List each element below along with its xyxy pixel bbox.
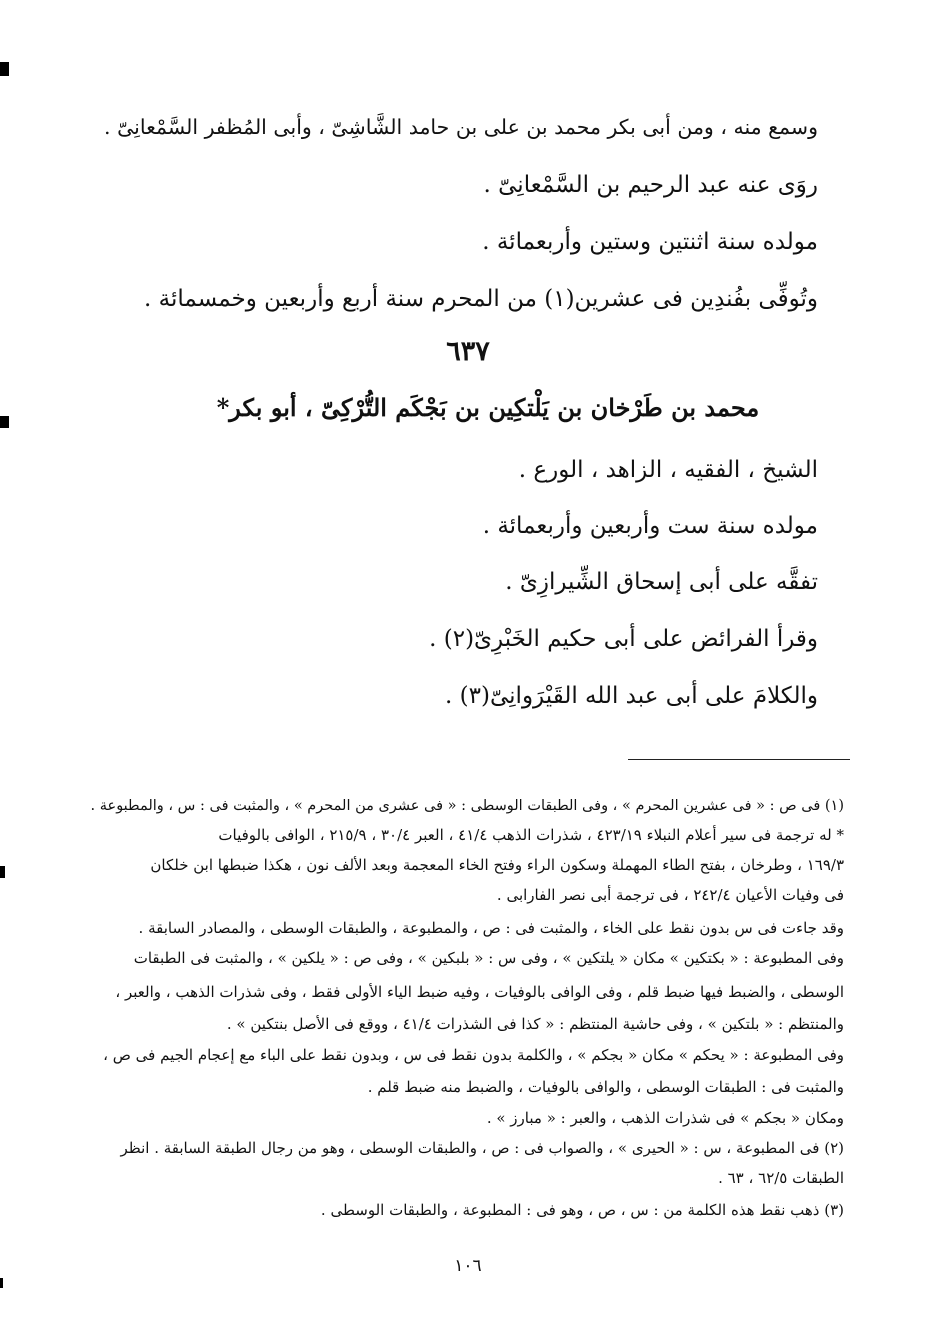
- footnote-line: فى وفيات الأعيان ٢٤٢/٤ ، فى ترجمة أبى نصر الفارابى .: [496, 886, 844, 904]
- footnote-line: ١٦٩/٣ ، وطرخان ، بفتح الطاء المهملة وسكون الراء وفتح الخاء المعجمة وبعد الألف نون ، هكذا ضبطها ابن خلكان: [150, 856, 844, 874]
- footnote-separator: [628, 759, 850, 760]
- entry-line: وقرأ الفرائض على أبى حكيم الخَبْرِىّ(٢) .: [429, 626, 818, 652]
- body-line: مولده سنة اثنتين وستين وأربعمائة .: [482, 229, 818, 255]
- entry-line: والكلامَ على أبى عبد الله القَيْرَوانِىّ(٣) .: [445, 683, 818, 709]
- footnote-line: (١) فى ص : « فى عشرين المحرم » ، وفى الطبقات الوسطى : « فى عشرى من المحرم » ، والمثبت فى : س ، والمطبوعة .: [90, 798, 844, 814]
- footnote-line: وقد جاءت فى س بدون نقط على الخاء ، والمثبت فى : ص ، والمطبوعة ، والطبقات الوسطى ، والمصادر السابقة .: [138, 919, 844, 937]
- entry-line: تفقَّه على أبى إسحاق الشِّيرازِىّ .: [505, 569, 818, 595]
- body-line: وسمع منه ، ومن أبى بكر محمد بن على بن حامد الشَّاشِىّ ، وأبى المُظفر السَّمْعانِىّ .: [104, 115, 818, 139]
- page-number: ١٠٦: [454, 1256, 482, 1276]
- entry-heading: محمد بن طَرْخان بن يَلْتكِين بن بَجْكَم التُّرْكِىّ ، أبو بكر*: [216, 393, 760, 422]
- entry-line: مولده سنة ست وأربعين وأربعمائة .: [482, 513, 818, 539]
- footnote-line: الطبقات ٦٢/٥ ، ٦٣ .: [718, 1169, 844, 1187]
- footnote-line: والمثبت فى : الطبقات الوسطى ، والوافى بالوفيات ، والضبط منه ضبط قلم .: [367, 1078, 844, 1096]
- scan-mark-bottom: [0, 1278, 3, 1288]
- footnote-line: (٣) ذهب نقط هذه الكلمة من : س ، ص ، وهو فى : المطبوعة ، والطبقات الوسطى .: [320, 1201, 844, 1219]
- footnote-line: * له ترجمة فى سير أعلام النبلاء ٤٢٣/١٩ ، شذرات الذهب ٤١/٤ ، العبر ٣٠/٤ ، ٢١٥/٩ ، الوافى بالوفيات: [218, 826, 844, 844]
- footnote-line: (٢) فى المطبوعة ، س : « الحيرى » ، والصواب فى : ص ، والطبقات الوسطى ، وهو من رجال الطبقة السابقة . انظر: [120, 1139, 844, 1157]
- footnote-line: الوسطى ، والضبط فيها ضبط قلم ، وفى الوافى بالوفيات ، وفيه ضبط الياء الأولى فقط ، وفى شذرات الذهب ، والعبر ،: [115, 983, 844, 1001]
- body-line: روَى عنه عبد الرحيم بن السَّمْعانِىّ .: [483, 172, 818, 198]
- scan-mark-top: [0, 62, 9, 76]
- footnote-line: والمنتظم : « بلتكين » ، وفى حاشية المنتظم : « كذا فى الشذرات ٤١/٤ ، ووقع فى الأصل بنتكين » .: [226, 1015, 844, 1033]
- footnote-line: ومكان « بجكم » فى شذرات الذهب ، والعبر : « مبارز » .: [486, 1109, 844, 1127]
- scan-mark-lower: [0, 866, 5, 878]
- entry-number: ٦٣٧: [446, 336, 490, 367]
- footnote-line: وفى المطبوعة : « يحكم » مكان « بجكم » ، والكلمة بدون نقط فى س ، وبدون نقط على الباء مع إعجام الجيم فى ص ،: [103, 1046, 844, 1064]
- entry-line: الشيخ ، الفقيه ، الزاهد ، الورع .: [518, 457, 818, 483]
- footnote-line: وفى المطبوعة : « بكتكين » مكان « يلتكين » ، وفى س : « بلبكين » ، وفى ص : « يلكين » ، والمثبت فى الطبقات: [133, 949, 844, 967]
- body-line: وتُوفِّى بفُندِين فى عشرين(١) من المحرم سنة أربع وأربعين وخمسمائة .: [144, 286, 818, 312]
